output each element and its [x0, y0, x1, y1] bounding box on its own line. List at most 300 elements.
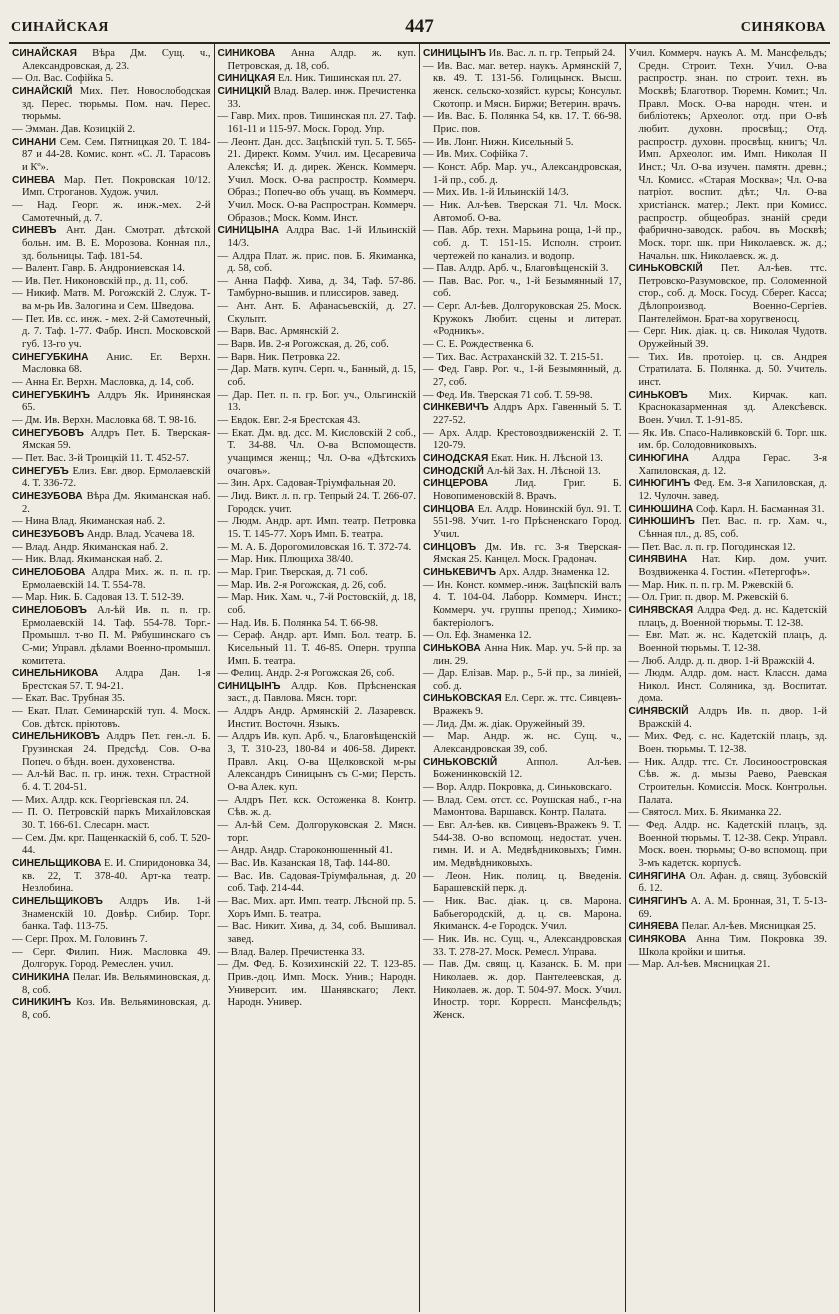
entry-details: — Ив. Мих. Софійка 7.	[423, 149, 528, 161]
entry-surname: СИНЕЗУБОВЪ	[12, 528, 85, 540]
entry-details: Мих. Кирчак. кап. Красноказарменная зд. Алексѣевск. Воен. Учил. Т. 1-91-85.	[638, 389, 827, 427]
entry-details: — Евг. Ал-ѣев. кв. Сивцевъ-Вражекъ 9. Т. 544-38. О-во вспомощ. недостат. учен. гимн. И. и А. Медвѣдниковыхъ; Гимн. им. Медвѣдниковыхъ.	[423, 820, 622, 869]
entry-details: Соф. Карл. Н. Басманная 31.	[695, 503, 825, 515]
directory-entry	[423, 137, 622, 150]
entry-details: Лид. Григ. Б. Новопименовскій 8. Врачъ.	[433, 478, 622, 502]
directory-entry	[423, 782, 622, 795]
directory-entry	[12, 200, 211, 225]
directory-entry	[12, 529, 211, 542]
entry-details: — Мар. Ив. 2-я Рогожская, д. 26, соб.	[217, 579, 387, 591]
directory-entry	[629, 934, 828, 959]
entry-surname: СИНЕГУБКИНЪ	[12, 389, 91, 401]
directory-entry	[12, 377, 211, 390]
header-left-keyword: СИНАЙСКАЯ	[11, 20, 109, 35]
entry-details: Коз. Ив. Вельяминовская, д. 8, соб.	[22, 997, 211, 1021]
entry-details: Пелаг. Ив. Вельяминовская, д. 8, соб.	[22, 971, 211, 996]
directory-entry	[218, 630, 417, 668]
directory-entry	[629, 478, 828, 503]
directory-entry	[218, 73, 417, 86]
directory-entry	[423, 162, 622, 187]
entry-details: — Екат. Вас. Трубная 35.	[12, 693, 125, 705]
entry-surname: СИНЯГИНЪ	[628, 895, 688, 907]
directory-entry	[423, 643, 622, 668]
directory-entry	[218, 390, 417, 415]
entry-details: — Лид. Викт. л. п. гр. Тепрый 24. Т. 266-07. Городск. учит.	[217, 490, 416, 515]
entry-details: Алдра Фед. д. нс. Кадетскій плацъ, д. Военной тюрьмы. Т. 12-38.	[638, 604, 828, 629]
directory-entry	[423, 668, 622, 693]
directory-entry	[423, 757, 622, 782]
entry-surname: СИНЕЛОБОВА	[12, 566, 86, 578]
entry-details: — Эмман. Дав. Козицкій 2.	[12, 123, 136, 135]
directory-entry	[423, 580, 622, 631]
entry-details: — Мар. Ник. п. п. гр. М. Ржевскій 6.	[628, 579, 794, 591]
directory-entry	[218, 896, 417, 921]
entry-surname: СИНЬКОВСКІЙ	[423, 756, 498, 768]
directory-entry	[12, 48, 211, 73]
column-3	[420, 44, 626, 1312]
entry-details: Анис. Ег. Верхн. Масловка 68.	[22, 351, 211, 376]
entry-details: — Дм. Ив. Верхн. Масловка 68. Т. 98-16.	[12, 415, 197, 427]
entry-surname: СИНЕЛЬНИКОВЪ	[12, 731, 100, 743]
entry-details: — Пав. Дм. свящ. ц. Казанск. Б. М. при Николаев. ж. дор. Пантелеевская, д. Николаев. ж. дор. Т. 504-97. Моск. Учил. Иностр. торг. Корресп. Мансфельдъ; Женск.	[423, 959, 622, 1021]
directory-entry	[218, 871, 417, 896]
entry-details: — Ин. Конст. коммер.-инж. Зацѣпскій валъ 4. Т. 104-04. Лаборр. Коммерч. Инст.; Коммерч. уч. группы препод.; Химико-бактеріологъ.	[423, 579, 622, 629]
directory-entry	[12, 491, 211, 516]
directory-entry	[218, 592, 417, 617]
entry-details: — Алдръ Пет. кск. Остоженка 8. Контр. Сѣв. ж. д.	[217, 794, 416, 819]
entry-details: — Ив. Вас. маг. ветер. наукъ. Армянскій 7, кв. 49. Т. 131-56. Голицынск. Высш. женск. сельско-хозяйст. курсы; Консульт. Скотопр. и Мясн. Биржи; Ветерин. врачъ.	[423, 60, 622, 110]
directory-entry	[423, 466, 622, 479]
entry-surname: СИНЬКОВСКАЯ	[423, 693, 502, 705]
entry-details: Алдръ Ив. 1-й Знаменскій 10. Довѣр. Сибир. Торг. банка. Таф. 113-75.	[22, 895, 211, 933]
directory-entry	[218, 301, 417, 326]
entry-surname: СИНЕЛЬЩИКОВА	[12, 858, 102, 869]
entry-details: — Ол. Еф. Знаменка 12.	[423, 630, 532, 642]
directory-entry	[423, 111, 622, 136]
entry-details: Елиз. Евг. двор. Ермолаевскій 4. Т. 336-72.	[22, 465, 211, 490]
running-header	[9, 8, 830, 44]
directory-entry	[12, 516, 211, 529]
entry-details: Алдра Дан. 1-я Брестская 57. Т. 94-21.	[22, 668, 211, 692]
entry-details: — Ив. Пет. Никоновскій пр., д. 11, соб.	[12, 275, 189, 287]
entry-details: Пет. Вас. п. гр. Хам. ч., Сѣнная пл., д. 85, соб.	[638, 516, 827, 540]
entry-details: Алдра Вас. 1-й Ильинскій 14/3.	[227, 225, 416, 249]
entry-surname: СИНИЦЫНЪ	[423, 48, 486, 59]
entry-surname: СИНЕЛЬНИКОВА	[12, 668, 99, 680]
entry-surname: СИНЦОВЪ	[423, 541, 477, 553]
directory-entry	[423, 719, 622, 732]
directory-entry	[218, 48, 417, 73]
entry-surname: СИНЮГИНЪ	[628, 478, 691, 490]
columns-container	[9, 44, 830, 1312]
entry-details: Анна Алдр. ж. куп. Петровская, д. 18, соб.	[227, 48, 416, 72]
entry-details: Ал-ѣй Ив. п. п. гр. Ермолаевскій 14. Таф. 554-78. Торг.-Промышл. т-во П. М. Рябушинскаго съ С-ми; Управл. дѣлами Военно-промышл. комитета.	[22, 604, 211, 667]
directory-entry	[12, 896, 211, 934]
entry-details: — Гавр. Мих. пров. Тишинская пл. 27. Таф. 161-11 и 115-97. Моск. Город. Упр.	[217, 111, 416, 135]
entry-details: — Мар. Ал-ѣев. Мясницкая 21.	[628, 959, 771, 971]
directory-entry	[423, 504, 622, 542]
directory-entry	[629, 48, 828, 263]
entry-details: — Святосл. Мих. Б. Якиманка 22.	[628, 807, 782, 819]
directory-entry	[423, 276, 622, 301]
directory-entry	[12, 428, 211, 453]
entry-details: — Ник. Алдр. ттс. Ст. Лосиноостровская Сѣв. ж. д. мызы Раево, Раевская Строительн. Комиссія. Моск. Контрольн. Палата.	[628, 756, 827, 806]
entry-details: — Мих. Ив. 1-й Ильинскій 14/3.	[423, 187, 569, 199]
directory-entry	[218, 681, 417, 706]
entry-details: — Алдръ Андр. Армянскій 2. Лазаревск. Инстит. Восточн. Языкъ.	[217, 706, 416, 730]
directory-entry	[12, 175, 211, 200]
directory-entry	[629, 807, 828, 820]
entry-details: — Варв. Ник. Петровка 22.	[217, 351, 341, 363]
entry-surname: СИНОДСКІЙ	[423, 465, 484, 477]
entry-surname: СИНЬКОВСКІЙ	[628, 263, 703, 275]
entry-details: — Серг. Ник. діак. ц. св. Николая Чудотв. Оружейный 39.	[628, 326, 827, 351]
entry-details: Фед. Ем. 3-я Хапиловская, д. 12. Чулочн. завед.	[638, 478, 827, 502]
entry-details: — Сем. Дм. крг. Пащенкаскій 6, соб. Т. 520-44.	[12, 832, 211, 857]
directory-entry	[629, 428, 828, 453]
entry-details: — Людм. Алдр. дом. наст. Классн. дама Никол. Инст. Соляника, зд. Воспитат. дома.	[628, 668, 827, 705]
directory-entry	[423, 48, 622, 61]
entry-details: Ел. Алдр. Новинскій бул. 91. Т. 551-98. Учит. 1-го Прѣсненскаго Город. Учил.	[433, 503, 622, 540]
directory-entry	[423, 959, 622, 1022]
entry-surname: СИНИКОВА	[217, 48, 276, 59]
directory-entry	[218, 731, 417, 794]
directory-entry	[218, 795, 417, 820]
directory-entry	[423, 731, 622, 756]
entry-surname: СИНКЕВИЧЪ	[423, 402, 489, 414]
entry-details: — Дар. Матв. купч. Серп. ч., Банный, д. 15, соб.	[217, 364, 416, 389]
directory-entry	[629, 453, 828, 478]
directory-entry	[12, 314, 211, 352]
directory-entry	[218, 491, 417, 516]
entry-surname: СИНАЙСКІЙ	[12, 85, 73, 97]
entry-surname: СИНЕВЪ	[12, 225, 57, 237]
directory-entry	[12, 415, 211, 428]
directory-entry	[629, 921, 828, 934]
entry-details: — Ал-ѣй Вас. п. гр. инж. техн. Страстной б. 4. Т. 204-51.	[12, 769, 211, 794]
entry-details: — Мар. Григ. Тверская, д. 71 соб.	[217, 566, 368, 578]
directory-entry	[12, 567, 211, 592]
entry-details: Арх. Алдр. Знаменка 12.	[498, 566, 610, 578]
directory-entry	[423, 630, 622, 643]
directory-entry	[629, 959, 828, 972]
entry-details: Вѣра Дм. Сущ. ч., Александровская, д. 23.	[22, 48, 211, 72]
directory-entry	[423, 428, 622, 453]
directory-entry	[629, 390, 828, 428]
entry-details: — С. Е. Рождественка 6.	[423, 339, 534, 351]
directory-entry	[218, 326, 417, 339]
entry-details: Е. И. Спиридоновка 34, кв. 22, Т. 378-40. Арт-ка театр. Незлобина.	[22, 858, 211, 895]
directory-entry	[218, 668, 417, 681]
entry-details: — Алдръ Ив. куп. Арб. ч., Благовѣщенскій 3, Т. 310-23, 180-84 и 406-58. Директ. Правл. Акц. О-ва Щелковской м-ры Александръ Синицынъ съ С-ми; Персть. О-ва Алек. куп.	[217, 731, 416, 794]
entry-details: — Як. Ив. Спасо-Наливковскій 6. Торг. шк. им. бр. Солодовниковыхъ.	[628, 427, 827, 452]
entry-details: Алдр. Ков. Прѣсненская заст., д. Павлова. Мясн. торг.	[227, 680, 416, 705]
entry-details: — Люб. Алдр. д. п. двор. 1-й Вражскій 4.	[628, 655, 815, 667]
directory-entry	[423, 542, 622, 567]
directory-entry	[423, 263, 622, 276]
directory-entry	[423, 896, 622, 934]
entry-details: Ел. Ник. Тишинская пл. 27.	[277, 73, 402, 85]
directory-entry	[218, 516, 417, 541]
entry-details: — Серг. Прох. М. Головинъ 7.	[12, 933, 148, 945]
directory-entry	[218, 111, 417, 136]
entry-surname: СИНЯГИНА	[628, 870, 686, 882]
entry-surname: СИНЮШИНЪ	[628, 516, 695, 528]
entry-surname: СИНИЦКАЯ	[217, 73, 276, 85]
directory-entry	[12, 73, 211, 86]
entry-details: Алдръ Ив. п. двор. 1-й Вражскій 4.	[638, 706, 827, 730]
directory-entry	[423, 390, 622, 403]
directory-entry	[12, 807, 211, 832]
directory-entry	[629, 605, 828, 630]
entry-details: — Мих. Алдр. кск. Георгіевская пл. 24.	[12, 794, 189, 806]
directory-entry	[423, 339, 622, 352]
entry-surname: СИНАНИ	[12, 136, 57, 148]
entry-surname: СИНЯВИНА	[628, 554, 688, 566]
entry-details: — Мар. Ник. Плющиха 38/40.	[217, 554, 354, 566]
directory-entry	[423, 453, 622, 466]
entry-details: — Анна Ег. Верхн. Масловка, д. 14, соб.	[12, 377, 194, 389]
entry-surname: СИНЮГИНА	[628, 453, 689, 464]
directory-entry	[629, 896, 828, 921]
directory-entry	[629, 820, 828, 871]
entry-surname: СИНЮШИНА	[628, 503, 694, 515]
directory-entry	[218, 225, 417, 250]
entry-details: Ант. Дан. Смотрат. дѣтской больн. им. В. Е. Морозова. Конная пл., зд. больницы. Таф. 181-54.	[22, 225, 211, 262]
entry-details: Мих. Пет. Новослободская зд. Перес. тюрьмы. Пом. нач. Перес. тюрьмы.	[22, 85, 211, 123]
entry-surname: СИНЦЕРОВА	[423, 478, 489, 490]
entry-surname: СИНЯВСКАЯ	[628, 604, 694, 616]
entry-details: Анна Ник. Мар. уч. 5-й пр. за лин. 29.	[433, 642, 622, 667]
directory-entry	[629, 504, 828, 517]
directory-entry	[423, 187, 622, 200]
directory-entry	[218, 428, 417, 479]
directory-entry	[629, 554, 828, 579]
entry-surname: СИНЕГУБЪ	[12, 465, 69, 477]
directory-entry	[423, 352, 622, 365]
directory-entry	[629, 731, 828, 756]
directory-entry	[12, 554, 211, 567]
directory-entry	[629, 352, 828, 390]
directory-entry	[218, 618, 417, 631]
entry-details: Влад. Валер. инж. Пречистенка 33.	[227, 85, 416, 110]
directory-entry	[12, 833, 211, 858]
directory-entry	[423, 149, 622, 162]
entry-surname: СИНЯКОВА	[628, 933, 687, 945]
directory-entry	[218, 959, 417, 1010]
entry-details: Учил. Коммерч. наукъ А. М. Мансфельдъ; Средн. Строит. Техн. Учил. О-ва распростр. знан. по строит. техн. въ Москвѣ; Благотвор. Тюремн. Комит.; Чл. Правл. Моск. О-ва народн. чтен. и библіотекъ; Археолог. отд. при О-вѣ любит. духовн. просвѣщ.; Отд. распростр. духовн. просвѣщ. книгъ; Чл. Имп. Археолог. им. Имп. Николая II Инст.; Чл. О-ва изучен. памятн. древн.; Чл. Комисс. «Старая Москва»; Чл. О-ва патріот. воспит. дѣт.; Чл. О-ва христіанск. матер.; Лект. при Комисс. распростр. общеобраз. знаній среди фабрично-заводск. рабоч. въ Москвѣ; Моск. торг. шк. при Николаевск. ж. д.; Начальн. шк. Николаевск. ж. д.	[628, 48, 827, 262]
column-4	[626, 44, 831, 1312]
entry-details: — Фед. Алдр. нс. Кадетскій плацъ, зд. Военной тюрьмы. Т. 12-38. Секр. Управл. Моск. воен. тюрьмы; О-во вспомощ. при 3-мъ кадетск. корпусѣ.	[628, 820, 827, 869]
directory-entry	[12, 706, 211, 731]
directory-entry	[423, 567, 622, 580]
entry-details: — Ник. Ал-ѣев. Тверская 71. Чл. Моск. Автомоб. О-ва.	[423, 199, 622, 224]
entry-details: — Тих. Ив. протоіер. ц. св. Андрея Стратилата. Б. Полянка. д. 50. Учитель. инст.	[628, 351, 827, 389]
entry-details: — Мар. Андр. ж. нс. Сущ. ч., Александровская 39, соб.	[423, 731, 622, 756]
entry-details: — М. А. Б. Дорогомиловская 16. Т. 372-74.	[217, 541, 412, 553]
entry-details: — Ол. Григ. п. двор. М. Ржевскій 6.	[628, 592, 789, 604]
entry-details: Ол. Афан. д. свящ. Зубовскій б. 12.	[638, 870, 827, 895]
entry-details: — Сераф. Андр. арт. Имп. Бол. театр. Б. Кисельный 11. Т. 46-85. Оперн. труппа Имп. Б. театра.	[217, 630, 416, 667]
directory-entry	[12, 276, 211, 289]
entry-details: Вѣра Дм. Якиманская наб. 2.	[22, 490, 211, 515]
entry-details: Аппол. Ал-ѣев. Боженинковскій 12.	[433, 756, 622, 781]
directory-entry	[423, 478, 622, 503]
directory-entry	[12, 731, 211, 769]
directory-entry	[218, 364, 417, 389]
entry-surname: СИНАЙСКАЯ	[12, 48, 77, 59]
directory-entry	[629, 263, 828, 326]
entry-details: — Арх. Алдр. Крестовоздвиженскій 2. Т. 120-79.	[423, 427, 622, 452]
column-2	[215, 44, 421, 1312]
entry-details: — Пав. Алдр. Арб. ч., Благовѣщенскій 3.	[423, 263, 609, 275]
entry-details: Ив. Вас. л. п. гр. Тепрый 24.	[488, 48, 616, 59]
directory-entry	[218, 352, 417, 365]
directory-entry	[12, 605, 211, 668]
entry-details: Алдръ Арх. Гавенный 5. Т. 227-52.	[433, 402, 622, 427]
directory-entry	[218, 137, 417, 226]
directory-entry	[12, 997, 211, 1022]
entry-details: — Конст. Абр. Мар. уч., Александровская, 1-й пр., соб. д.	[423, 161, 622, 186]
directory-entry	[12, 947, 211, 972]
directory-entry	[218, 845, 417, 858]
entry-details: — Мар. Ник. Б. Садовая 13. Т. 512-39.	[12, 592, 184, 604]
entry-details: — Леон. Ник. полиц. ц. Введенія. Барашевскій перк. д.	[423, 870, 622, 895]
entry-details: — Дар. Пет. п. п. гр. Бог. уч., Ольгинскій 13.	[217, 389, 416, 414]
directory-entry	[218, 554, 417, 567]
entry-details: Ал-ѣй Зах. Н. Лѣсной 13.	[486, 465, 601, 477]
entry-details: — Варв. Вас. Армянскій 2.	[217, 326, 339, 338]
entry-details: — Пав. Вас. Рог. ч., 1-й Безымянный 17, соб.	[423, 275, 622, 300]
entry-surname: СИНЕГУБОВЪ	[12, 427, 84, 439]
directory-entry	[423, 61, 622, 112]
entry-details: — Мих. Фед. с. нс. Кадетскій плацъ, зд. Воен. тюрьмы. Т. 12-38.	[628, 731, 827, 756]
entry-details: — Вас. Мих. арт. Имп. театр. Лѣсной пр. 5. Хоръ Имп. Б. театра.	[217, 895, 416, 920]
directory-entry	[12, 668, 211, 693]
entry-details: Пелаг. Ал-ѣев. Мясницкая 25.	[681, 921, 816, 933]
entry-details: — Ал-ѣй Сем. Долгоруковская 2. Мясн. торг.	[217, 820, 416, 844]
entry-details: — Фед. Ив. Тверская 71 соб. Т. 59-98.	[423, 389, 593, 401]
entry-details: — Вас. Ив. Садовая-Тріумфальная, д. 20 соб. Таф. 214-44.	[217, 870, 416, 895]
directory-entry	[12, 124, 211, 137]
directory-entry	[218, 706, 417, 731]
directory-entry	[218, 567, 417, 580]
directory-entry	[218, 251, 417, 276]
entry-details: Екат. Ник. Н. Лѣсной 13.	[491, 453, 603, 464]
entry-details: — Ив. Вас. Б. Полянка 54, кв. 17. Т. 66-98. Прис. пов.	[423, 111, 622, 135]
entry-details: Алдра Герас. 3-я Хапиловская, д. 12.	[638, 453, 827, 477]
directory-entry	[12, 390, 211, 415]
directory-entry	[629, 668, 828, 706]
directory-entry	[218, 921, 417, 946]
entry-surname: СИНЕВА	[12, 174, 56, 186]
directory-entry	[629, 580, 828, 593]
directory-entry	[629, 592, 828, 605]
entry-surname: СИНЕЛЬЩИКОВЪ	[12, 895, 103, 907]
directory-entry	[12, 972, 211, 997]
entry-details: — Пет. Вас. л. п. гр. Погодинская 12.	[628, 541, 796, 553]
entry-details: — Ант. Ант. Б. Афанасьевскій, д. 27. Скульпт.	[217, 301, 416, 325]
directory-entry	[12, 466, 211, 491]
directory-entry	[12, 263, 211, 276]
entry-details: — Анна Пафф. Хива, д. 34, Таф. 57-86. Тамбурно-вышив. и плиссиров. завед.	[217, 275, 416, 300]
entry-details: — Дм. Фед. Б. Козихинскій 22. Т. 123-85. Прив.-доц. Имп. Моск. Унив.; Народн. Университ. им. Шанявскаго; Лект. Народн. Универ.	[217, 959, 416, 1009]
entry-details: — Алдра Плат. ж. прис. пов. Б. Якиманка, д. 58, соб.	[217, 250, 416, 275]
entry-details: — Серг. Ал-ѣев. Долгоруковская 25. Моск. Кружокъ Любит. сцены и литерат. «Родникъ».	[423, 301, 622, 338]
entry-details: — Лид. Дм. ж. діак. Оружейный 39.	[423, 718, 585, 730]
entry-details: — Валент. Гавр. Б. Андрониевская 14.	[12, 263, 185, 275]
entry-details: Сем. Сем. Пятницкая 20. Т. 184-87 и 44-28. Комис. конт. «С. Л. Тарасовъ и Кº».	[22, 136, 211, 173]
entry-details: — Людм. Андр. арт. Имп. театр. Петровка 15. Т. 145-77. Хоръ Имп. Б. театра.	[217, 516, 416, 540]
directory-entry	[12, 453, 211, 466]
entry-details: — Фелиц. Андр. 2-я Рогожская 26, соб.	[217, 668, 395, 680]
entry-details: Алдръ Пет. Б. Тверская-Ямская 59.	[22, 427, 211, 452]
entry-details: Мар. Пет. Покровская 10/12. Имп. Строганов. Худож. учил.	[22, 174, 211, 199]
directory-entry	[423, 871, 622, 896]
directory-entry	[423, 820, 622, 871]
entry-surname: СИНЕЛОБОВЪ	[12, 604, 87, 616]
entry-details: — Никиф. Матв. М. Рогожскій 2. Служ. Т-ва м-рь Ив. Залогина и Сем. Шведова.	[12, 288, 211, 313]
entry-details: — Пав. Абр. техн. Марьина роща, 1-й пр., соб. д. Т. 151-15. Исполн. строит. чертежей по канализ. и водопр.	[423, 225, 622, 262]
directory-entry	[423, 364, 622, 389]
directory-entry	[12, 542, 211, 555]
directory-entry	[12, 769, 211, 794]
directory-entry	[12, 137, 211, 175]
entry-details: — Ник. Вас. діак. ц. св. Марона. Бабьегородскій, д. ц. св. Марона. Якиманск. 4-е Городск. Учил.	[423, 895, 622, 933]
directory-entry	[423, 693, 622, 718]
directory-entry	[12, 592, 211, 605]
entry-details: Дм. Ив. гс. 3-я Тверская-Ямская 25. Канцел. Моск. Градонач.	[433, 541, 622, 566]
entry-details: — Над. Георг. ж. инж.-мех. 2-й Самотечный, д. 7.	[12, 199, 211, 224]
entry-details: — Андр. Андр. Староконюшенный 41.	[217, 845, 393, 857]
entry-details: — Влад. Сем. отст. сс. Роушская наб., г-на Мамонтова. Варшавск. Контр. Палата.	[423, 794, 622, 819]
directory-entry	[12, 693, 211, 706]
directory-entry	[218, 858, 417, 871]
entry-details: — П. О. Петровскій паркъ Михайловская 30. Т. 166-61. Слесарн. маст.	[12, 807, 211, 832]
entry-details: — Варв. Ив. 2-я Рогожская, д. 26, соб.	[217, 339, 389, 351]
directory-entry	[218, 339, 417, 352]
entry-surname: СИНЬКОВА	[423, 642, 481, 654]
entry-surname: СИНЯВСКІЙ	[628, 706, 689, 718]
entry-details: — Влад. Андр. Якиманская наб. 2.	[12, 541, 169, 553]
directory-entry	[629, 656, 828, 669]
entry-details: — Серг. Филип. Ниж. Масловка 49. Долгорук. Город. Ремеслен. учил.	[12, 946, 211, 971]
entry-details: — Леонт. Дан. дсс. Зацѣпскій туп. 5. Т. 565-21. Директ. Комм. Учил. им. Цесаревича Алексѣя; И. д. дирек. Женск. Коммерч. Учил. Моск. О-ва распростр. Коммерч. Образ.; Попеч-во объ учащ. въ Коммерч. Учил. Моск. О-ва Распростран. Коммерч. Образов.; Моск. Комм. Инст.	[217, 136, 416, 224]
directory-entry	[12, 288, 211, 313]
entry-details: Алдръ Як. Иринянская 65.	[22, 389, 211, 414]
header-right-keyword: СИНЯКОВА	[740, 20, 826, 35]
entry-surname: СИНИКИНА	[12, 971, 70, 983]
entry-details: — Екат. Дм. вд. дсс. М. Кисловскій 2 соб., Т. 34-88. Чл. О-ва Вспомоществ. учащимся женщ.; Чл. О-ва «Дѣтскихъ очаговъ».	[217, 427, 416, 477]
directory-entry	[423, 795, 622, 820]
directory-entry	[423, 934, 622, 959]
directory-entry	[12, 352, 211, 377]
entry-details: Алдра Мих. ж. п. п. гр. Ермолаевскій 14. Т. 554-78.	[22, 566, 211, 591]
entry-details: Алдръ Пет. ген.-л. Б. Грузинская 24. Предсѣд. Сов. О-ва Попеч. о бѣдн. воен. духовенства.	[22, 731, 211, 768]
entry-details: — Вас. Никит. Хива, д. 34, соб. Вышивал. завед.	[217, 921, 416, 945]
entry-surname: СИНЦОВА	[423, 503, 475, 515]
entry-details: — Пет. Ив. сс. инж. - мех. 2-й Самотечный, д. 7. Таф. 1-77. Фабр. Инсп. Московской губ. 13-го уч.	[12, 313, 211, 351]
entry-details: Пет. Ал-ѣев. ттс. Петровско-Разумовское, пр. Соломенной стор., соб. д. Моск. Госуд. Сберег. Касса; Дѣлопроизвод. Военно-Сергіев. Пантелеймон. Брат-ва хоругвеносц.	[638, 263, 827, 325]
directory-entry	[423, 301, 622, 339]
directory-entry	[218, 478, 417, 491]
directory-entry	[12, 795, 211, 808]
entry-details: — Зин. Арх. Садовая-Тріумфальная 20.	[217, 478, 396, 490]
entry-surname: СИНЬКОВЪ	[628, 389, 688, 401]
page-number: 447	[405, 16, 434, 37]
entry-surname: СИНЕЗУБОВА	[12, 490, 83, 502]
entry-details: — Мар. Ник. Хам. ч., 7-й Ростовскій, д. 18, соб.	[217, 592, 416, 616]
